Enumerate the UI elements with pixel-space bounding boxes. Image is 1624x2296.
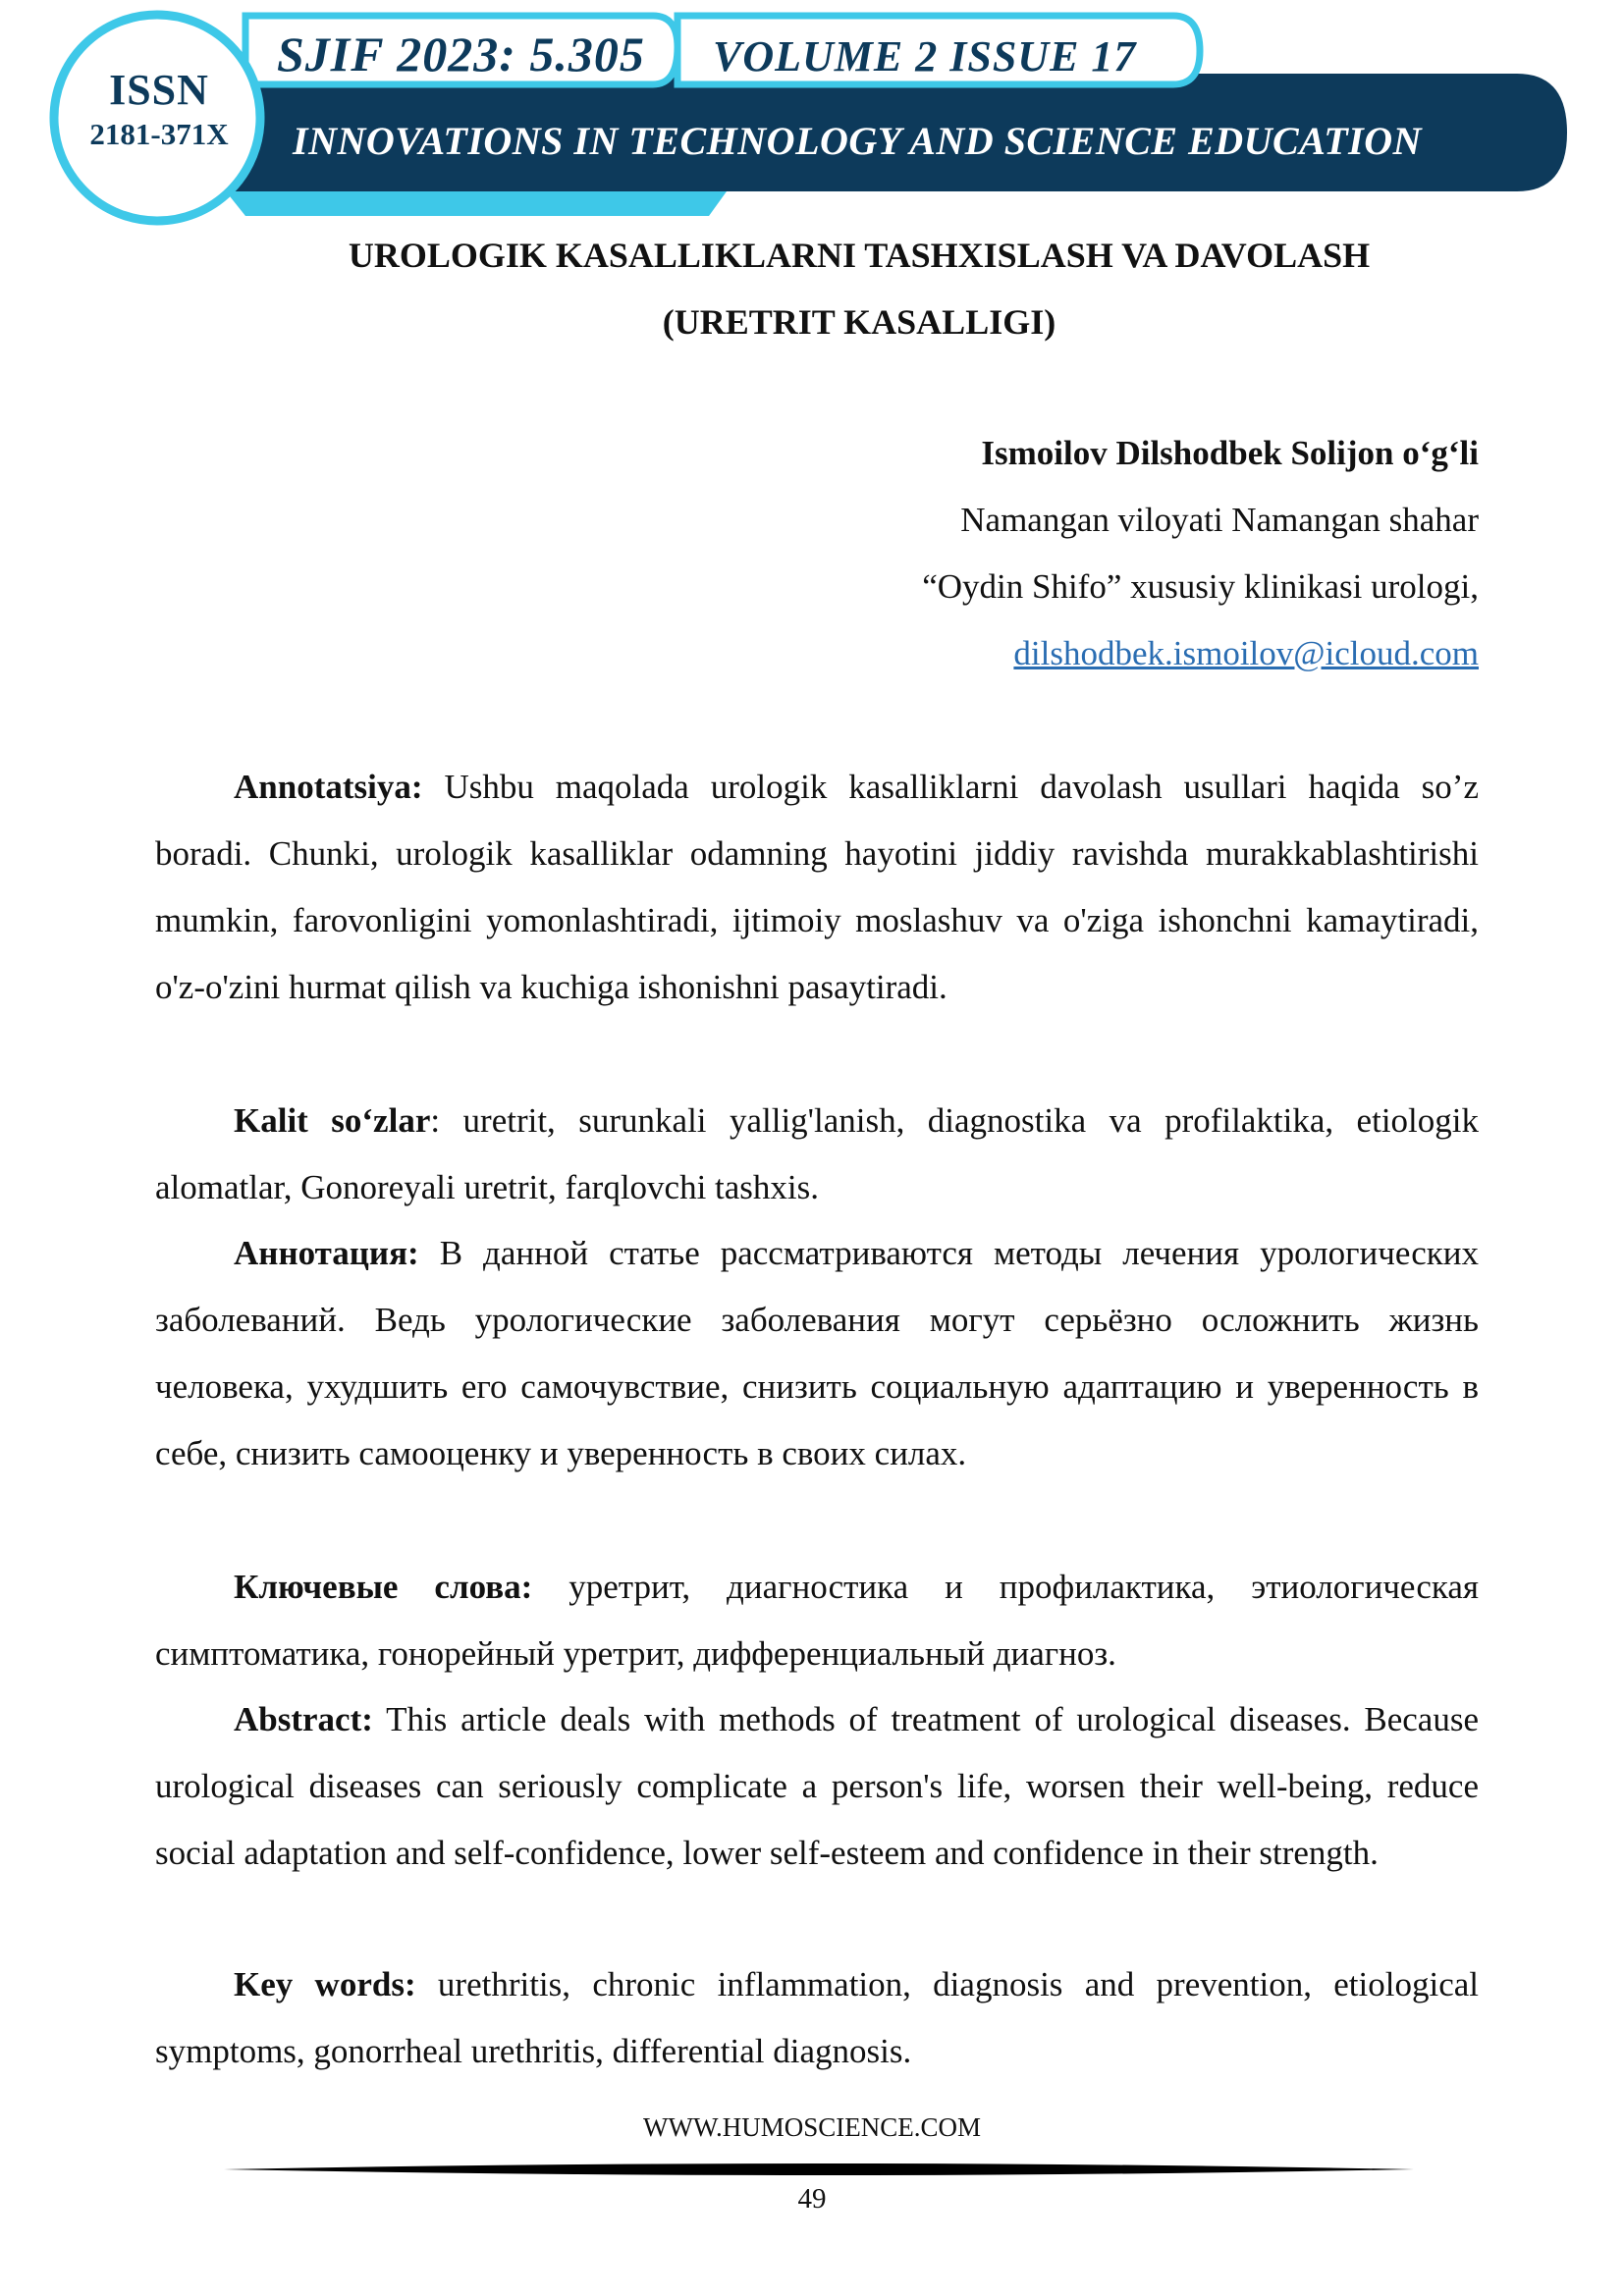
keywords-uzbek-text: : uretrit, surunkali yallig'lanish, diagnostika va profilaktika, etiologik alomatlar, Gonoreyali uretrit, farqlovchi tashxis. bbox=[155, 1101, 1479, 1206]
keywords-russian-text: уретрит, диагностика и профилактика, этиологическая симптоматика, гонорейный уретрит, дифференциальный диагноз. bbox=[155, 1568, 1479, 1673]
annotation-russian bbox=[155, 1220, 1479, 1487]
abstract-english-label: Abstract: bbox=[234, 1700, 373, 1738]
abstract-english bbox=[155, 1686, 1479, 1887]
keywords-russian bbox=[155, 1554, 1479, 1687]
author-email-link[interactable]: dilshodbek.ismoilov@icloud.com bbox=[1013, 634, 1479, 672]
journal-name: INNOVATIONS IN TECHNOLOGY AND SCIENCE EDUCATION bbox=[293, 119, 1422, 163]
author-affiliation-line-1: Namangan viloyati Namangan shahar bbox=[960, 501, 1479, 539]
issn-label: ISSN bbox=[109, 66, 209, 114]
issn-badge bbox=[61, 65, 257, 153]
annotation-uzbek-label: Annotatsiya: bbox=[234, 768, 423, 806]
keywords-english bbox=[155, 1951, 1479, 2085]
footer-divider bbox=[224, 2160, 1414, 2179]
article-title-line-2: (URETRIT KASALLIGI) bbox=[662, 302, 1056, 342]
keywords-uzbek-label: Kalit so‘zlar bbox=[234, 1101, 431, 1140]
sjif-impact-factor: SJIF 2023: 5.305 bbox=[277, 27, 645, 81]
annotation-uzbek-text: Ushbu maqolada urologik kasalliklarni davolash usullari haqida so’z boradi. Chunki, urologik kasalliklar odamning hayotini jiddiy ravishda murakkablashtirishi mumkin, farovonligini yomonlashtiradi, ijtimoiy moslashuv va o'ziga ishonchni kamaytiradi, o'z-o'zini hurmat qilish va kuchiga ishonishni pasaytiradi. bbox=[155, 768, 1479, 1006]
issn-number: 2181-371X bbox=[89, 117, 229, 151]
keywords-english-label: Key words: bbox=[234, 1965, 416, 2003]
author-name: Ismoilov Dilshodbek Solijon o‘g‘li bbox=[981, 434, 1479, 472]
article-title-line-1: UROLOGIK KASALLIKLARNI TASHXISLASH VA DAVOLASH bbox=[348, 236, 1371, 275]
keywords-uzbek bbox=[155, 1088, 1479, 1221]
journal-header-banner bbox=[0, 0, 1624, 236]
annotation-uzbek bbox=[155, 754, 1479, 1021]
volume-issue: VOLUME 2 ISSUE 17 bbox=[713, 32, 1137, 80]
keywords-english-text: urethritis, chronic inflammation, diagnosis and prevention, etiological symptoms, gonorrheal urethritis, differential diagnosis. bbox=[155, 1965, 1479, 2070]
author-affiliation-line-2: “Oydin Shifo” xususiy klinikasi urologi, bbox=[922, 567, 1479, 606]
annotation-russian-label: Аннотация: bbox=[234, 1234, 419, 1272]
abstract-english-text: This article deals with methods of treatment of urological diseases. Because urological diseases can seriously complicate a person's life, worsen their well-being, reduce social adaptation and self-confidence, lower self-esteem and confidence in their strength. bbox=[155, 1700, 1479, 1872]
page-number: 49 bbox=[797, 2183, 827, 2215]
annotation-russian-text: В данной статье рассматриваются методы лечения урологических заболеваний. Ведь урологические заболевания могут серьёзно осложнить жизнь человека, ухудшить его самочувствие, снизить социальную адаптацию и уверенность в себе, снизить самооценку и уверенность в своих силах. bbox=[155, 1234, 1479, 1472]
footer-website: WWW.HUMOSCIENCE.COM bbox=[643, 2112, 981, 2142]
keywords-russian-label: Ключевые слова: bbox=[234, 1568, 533, 1606]
